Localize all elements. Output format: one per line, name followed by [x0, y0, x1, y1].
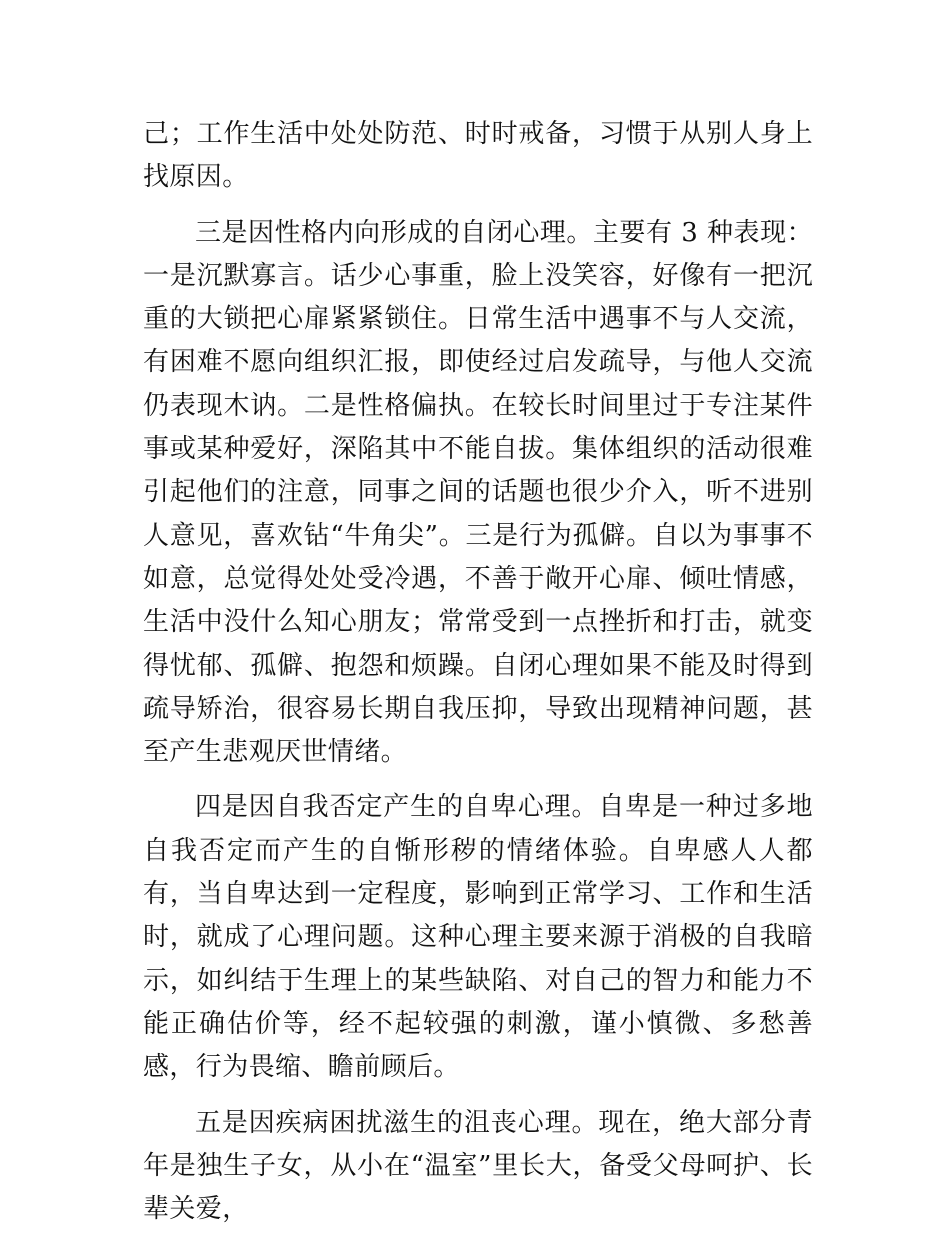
- document-page: [143, 113, 813, 1243]
- paragraph-withdrawn-psychology: 三是因性格内向形成的自闭心理。主要有 3 种表现：一是沉默寡言。话少心事重，脸上没笑容，好像有一把沉重的大锁把心扉紧紧锁住。日常生活中遇事不与人交流，有困难不愿向组织汇报，即使经过启发疏导，与他人交流仍表现木讷。二是性格偏执。在较长时间里过于专注某件事或某种爱好，深陷其中不能自拔。集体组织的活动很难引起他们的注意，同事之间的话题也很少介入，听不进别人意见，喜欢钻“牛角尖”。三是行为孤僻。自以为事事不如意，总觉得处处受冷遇，不善于敞开心扉、倾吐情感，生活中没什么知心朋友；常常受到一点挫折和打击，就变得忧郁、孤僻、抱怨和烦躁。自闭心理如果不能及时得到疏导矫治，很容易长期自我压抑，导致出现精神问题，甚至产生悲观厌世情绪。: [143, 217, 813, 768]
- paragraph-depressed-psychology: 五是因疾病困扰滋生的沮丧心理。现在，绝大部分青年是独生子女，从小在“温室”里长大，备受父母呵护、长辈关爱，: [143, 1107, 813, 1225]
- paragraph-continuation: 己；工作生活中处处防范、时时戒备，习惯于从别人身上找原因。: [143, 119, 813, 193]
- paragraph-inferiority-psychology: 四是因自我否定产生的自卑心理。自卑是一种过多地自我否定而产生的自惭形秽的情绪体验。自卑感人人都有，当自卑达到一定程度，影响到正常学习、工作和生活时，就成了心理问题。这种心理主要来源于消极的自我暗示，如纠结于生理上的某些缺陷、对自己的智力和能力不能正确估价等，经不起较强的刺激，谨小慎微、多愁善感，行为畏缩、瞻前顾后。: [143, 792, 813, 1083]
